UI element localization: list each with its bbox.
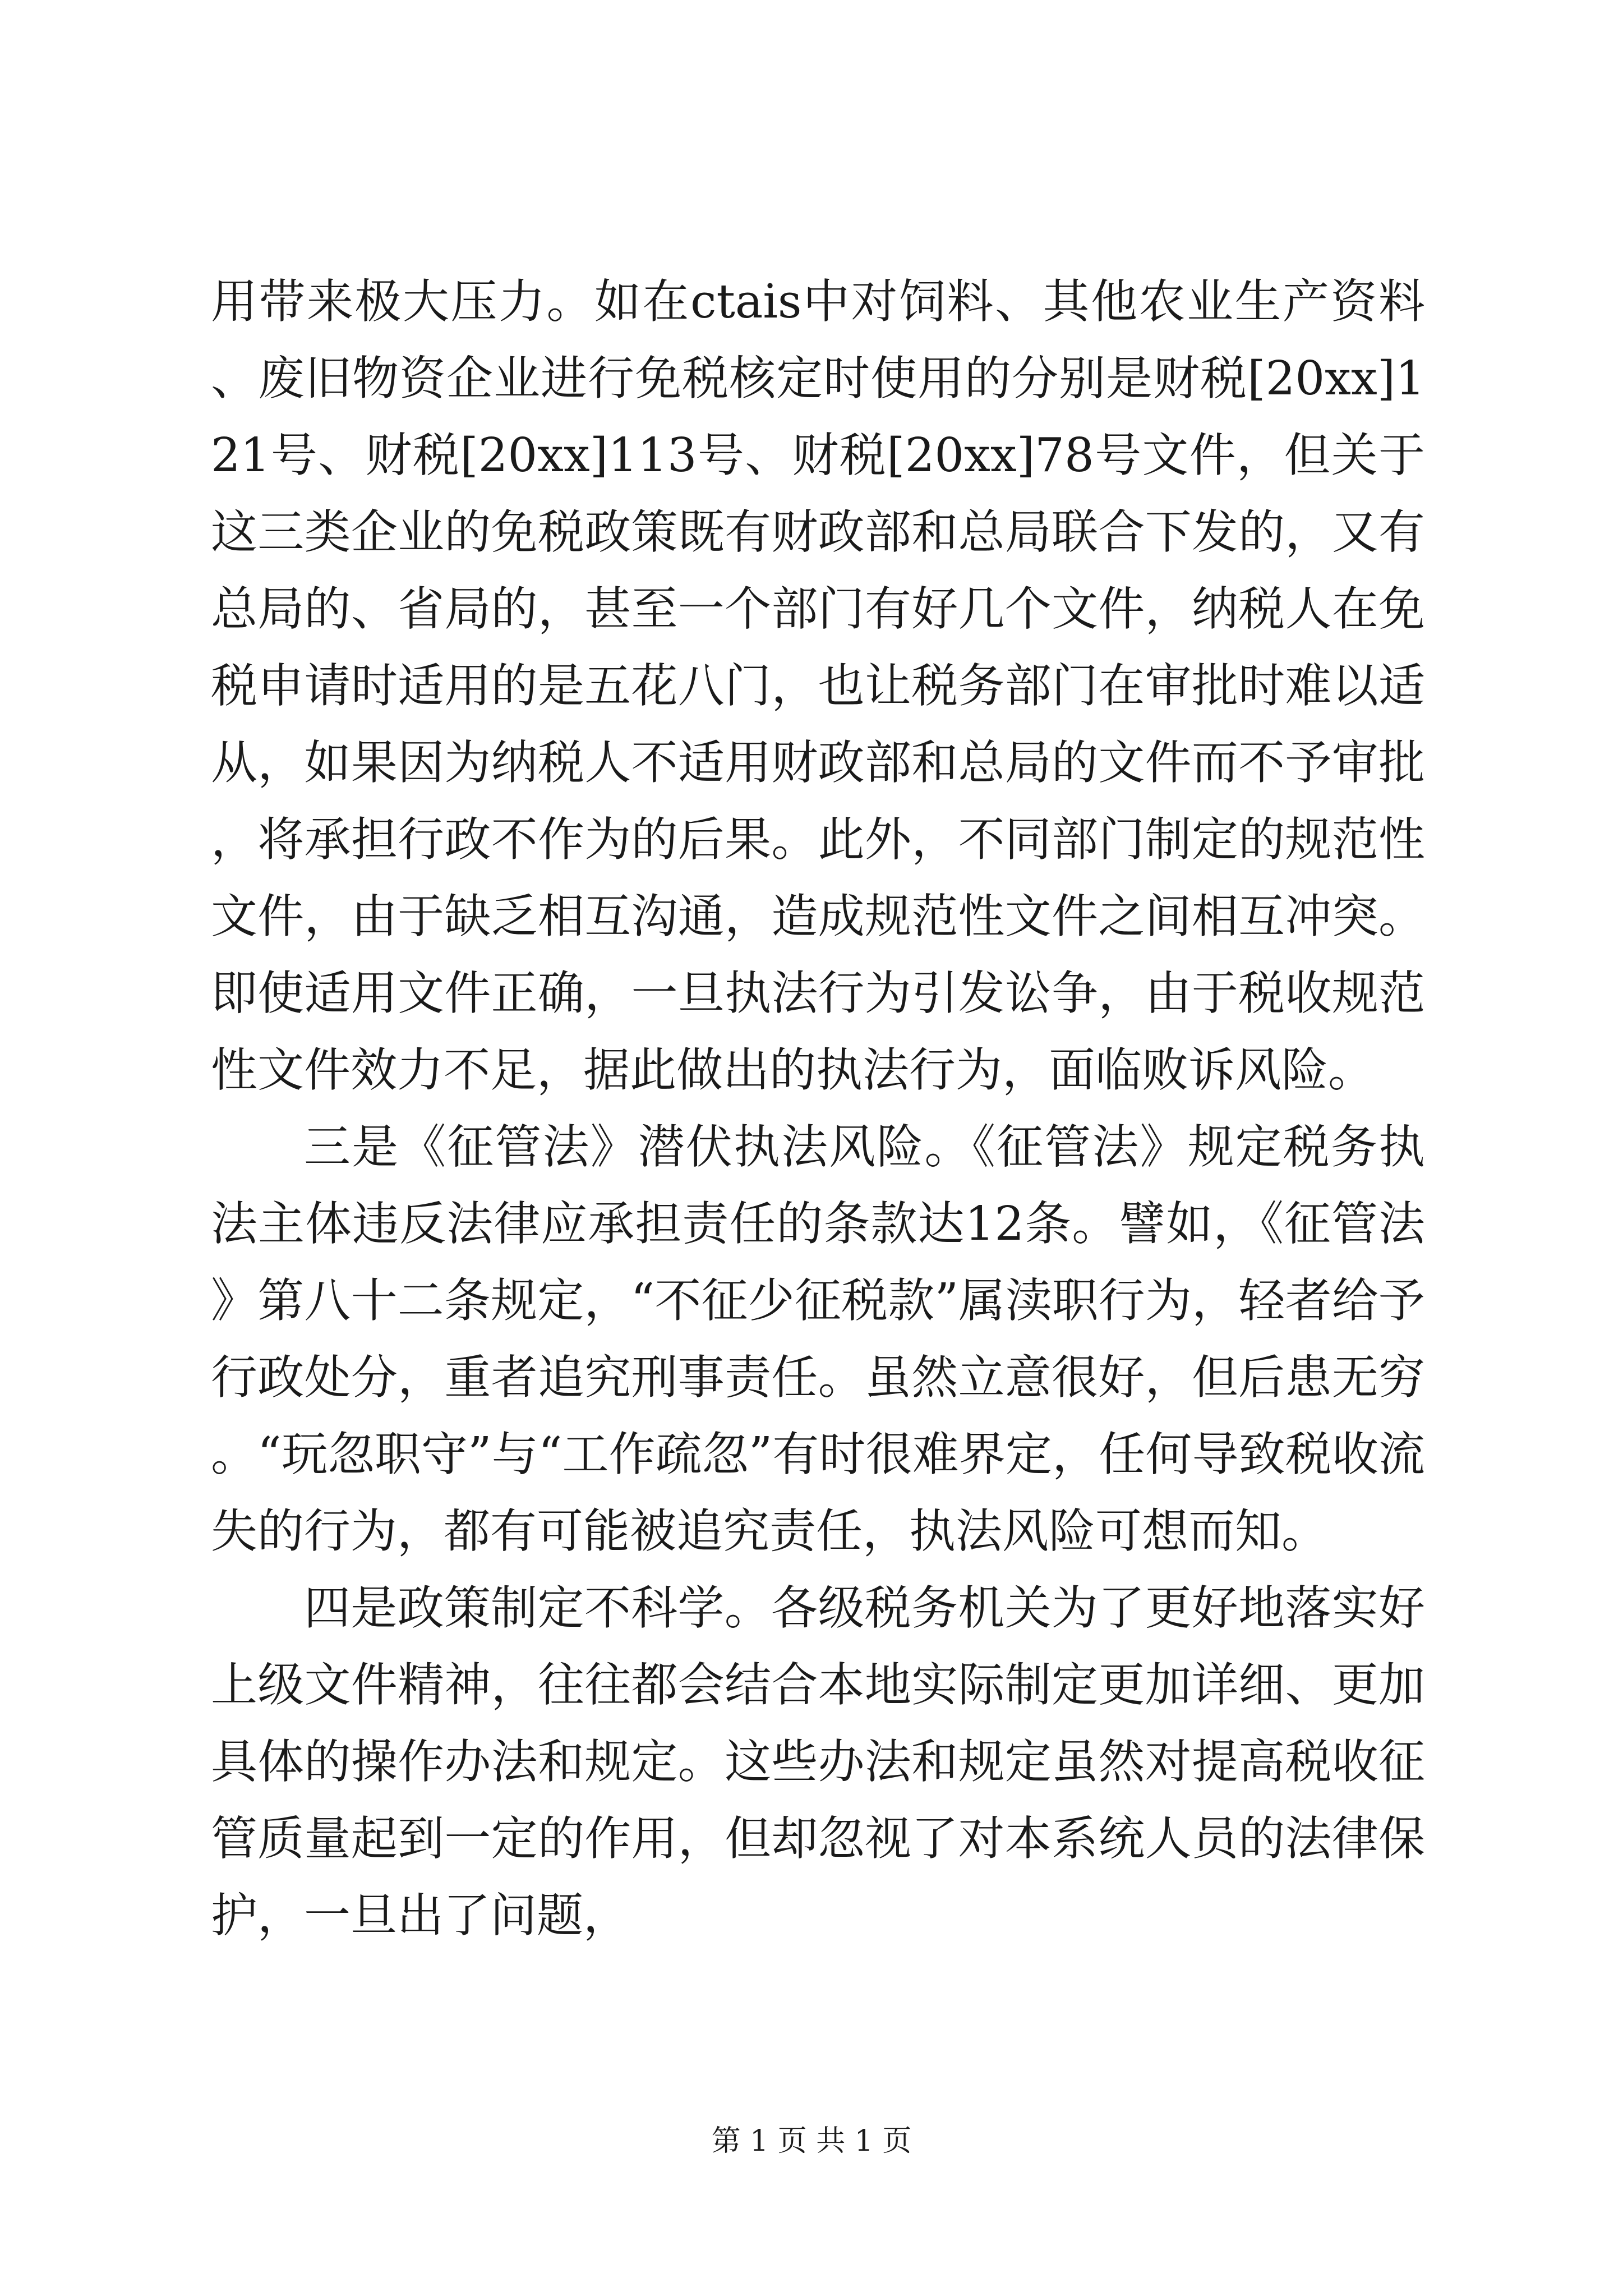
body-text bbox=[211, 263, 1425, 1954]
paragraph-point-four: 四是政策制定不科学。各级税务机关为了更好地落实好上级文件精神，往往都会结合本地实际制定更加详细、更加具体的操作办法和规定。这些办法和规定虽然对提高税收征管质量起到一定的作用，但却忽视了对本系统人员的法律保护，一旦出了问题， bbox=[211, 1581, 1425, 1943]
paragraph-continuation: 用带来极大压力。如在ctais中对饲料、其他农业生产资料、废旧物资企业进行免税核定时使用的分别是财税[20xx]121号、财税[20xx]113号、财税[20xx]78号文件，但关于这三类企业的免税政策既有财政部和总局联合下发的，又有总局的、省局的，甚至一个部门有好几个文件，纳税人在免税申请时适用的是五花八门，也让税务部门在审批时难以适从，如果因为纳税人不适用财政部和总局的文件而不予审批，将承担行政不作为的后果。此外，不同部门制定的规范性文件，由于缺乏相互沟通，造成规范性文件之间相互冲突。即使适用文件正确，一旦执法行为引发讼争，由于税收规范性文件效力不足，据此做出的执法行为，面临败诉风险。 bbox=[211, 274, 1425, 1097]
paragraph-point-three: 三是《征管法》潜伏执法风险。《征管法》规定税务执法主体违反法律应承担责任的条款达12条。譬如，《征管法》第八十二条规定，“不征少征税款”属渎职行为，轻者给予行政处分，重者追究刑事责任。虽然立意很好，但后患无穷。“玩忽职守”与“工作疏忽”有时很难界定，任何导致税收流失的行为，都有可能被追究责任，执法风险可想而知。 bbox=[211, 1120, 1425, 1558]
page-number-footer: 第 1 页 共 1 页 bbox=[711, 2124, 912, 2158]
